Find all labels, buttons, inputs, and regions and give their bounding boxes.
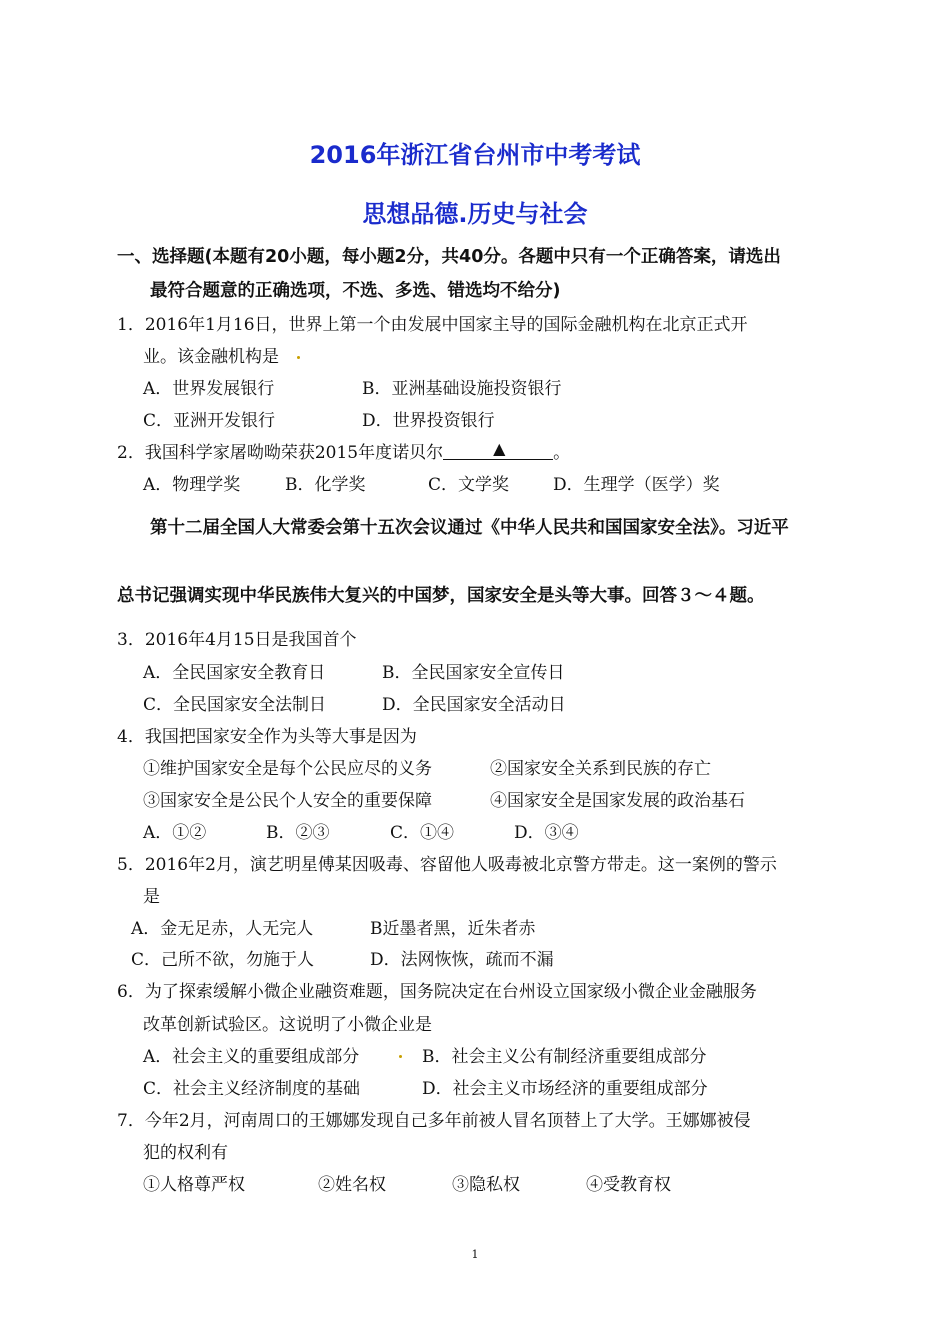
question-4-option-d: D．③④ [514, 823, 579, 843]
exam-title: 2016年浙江省台州市中考考试 [309, 141, 641, 169]
triangle-marker-icon: ▲ [493, 439, 506, 458]
stray-dot [399, 1055, 402, 1058]
question-6-option-a: A．社会主义的重要组成部分 [143, 1047, 360, 1067]
question-6-stem-cont: 改革创新试验区。这说明了小微企业是 [143, 1015, 432, 1035]
question-4-option-a: A．①② [143, 823, 207, 843]
question-3-stem: 3．2016年4月15日是我国首个 [117, 630, 357, 650]
question-1-option-b: B．亚洲基础设施投资银行 [362, 379, 562, 399]
question-2-option-c: C．文学奖 [428, 475, 510, 495]
question-5-option-a: A．金无足赤，人无完人 [131, 919, 314, 939]
question-6-option-b: B．社会主义公有制经济重要组成部分 [422, 1047, 707, 1067]
question-6-option-d: D．社会主义市场经济的重要组成部分 [422, 1079, 708, 1099]
exam-subtitle: 思想品德.历史与社会 [362, 200, 588, 228]
question-1-stem: 1．2016年1月16日，世界上第一个由发展中国家主导的国际金融机构在北京正式开 [117, 315, 748, 335]
answer-blank [443, 441, 553, 460]
section-instruction-line1: 一、选择题(本题有20小题，每小题2分，共40分。各题中只有一个正确答案，请选出 [117, 247, 781, 267]
question-5-stem: 5．2016年2月，演艺明星傅某因吸毒、容留他人吸毒被北京警方带走。这一案例的警示 [117, 855, 777, 875]
question-4-option-c: C．①④ [390, 823, 455, 843]
section-instruction-line2: 最符合题意的正确选项，不选、多选、错选均不给分) [150, 281, 561, 301]
question-7-stem: 7．今年2月，河南周口的王娜娜发现自己多年前被人冒名顶替上了大学。王娜娜被侵 [117, 1111, 751, 1131]
question-7-statement-2: ②姓名权 [318, 1175, 386, 1195]
question-4-stem: 4．我国把国家安全作为头等大事是因为 [117, 727, 417, 747]
question-2-option-a: A．物理学奖 [143, 475, 241, 495]
question-6-stem: 6．为了探索缓解小微企业融资难题，国务院决定在台州设立国家级小微企业金融服务 [117, 982, 757, 1002]
question-1-option-d: D．世界投资银行 [362, 411, 495, 431]
question-4-statement-4: ④国家安全是国家发展的政治基石 [490, 791, 745, 811]
question-5-option-c: C．己所不欲，勿施于人 [131, 950, 315, 970]
question-4-option-b: B．②③ [266, 823, 330, 843]
question-4-statement-3: ③国家安全是公民个人安全的重要保障 [143, 791, 432, 811]
question-3-option-a: A．全民国家安全教育日 [143, 663, 326, 683]
question-3-option-c: C．全民国家安全法制日 [143, 695, 327, 715]
question-1-stem-cont: 业。该金融机构是 [143, 347, 279, 367]
question-5-option-d: D．法网恢恢，疏而不漏 [370, 950, 554, 970]
question-7-statement-4: ④受教育权 [586, 1175, 671, 1195]
question-3-option-d: D．全民国家安全活动日 [382, 695, 566, 715]
question-1-option-a: A．世界发展银行 [143, 379, 275, 399]
stray-dot [297, 356, 300, 359]
question-7-stem-cont: 犯的权利有 [143, 1143, 228, 1163]
material-line1: 第十二届全国人大常委会第十五次会议通过《中华人民共和国国家安全法》。习近平 [150, 518, 789, 538]
question-4-statement-2: ②国家安全关系到民族的存亡 [490, 759, 711, 779]
question-7-statement-3: ③隐私权 [452, 1175, 520, 1195]
question-5-stem-cont: 是 [143, 887, 160, 907]
question-2-stem-text: 2．我国科学家屠呦呦荣获2015年度诺贝尔 [117, 443, 444, 463]
question-2-stem-end: 。 [553, 443, 571, 463]
question-6-option-c: C．社会主义经济制度的基础 [143, 1079, 361, 1099]
question-3-option-b: B．全民国家安全宣传日 [382, 663, 565, 683]
material-line2: 总书记强调实现中华民族伟大复兴的中国梦，国家安全是头等大事。回答３～４题。 [117, 586, 765, 606]
question-1-option-c: C．亚洲开发银行 [143, 411, 276, 431]
question-2-stem [117, 438, 570, 463]
question-4-statement-1: ①维护国家安全是每个公民应尽的义务 [143, 759, 432, 779]
question-2-option-d: D．生理学（医学）奖 [553, 475, 720, 495]
question-7-statement-1: ①人格尊严权 [143, 1175, 245, 1195]
question-5-option-b: B近墨者黑，近朱者赤 [370, 919, 536, 939]
question-2-option-b: B．化学奖 [285, 475, 366, 495]
page-number: 1 [471, 1248, 479, 1261]
